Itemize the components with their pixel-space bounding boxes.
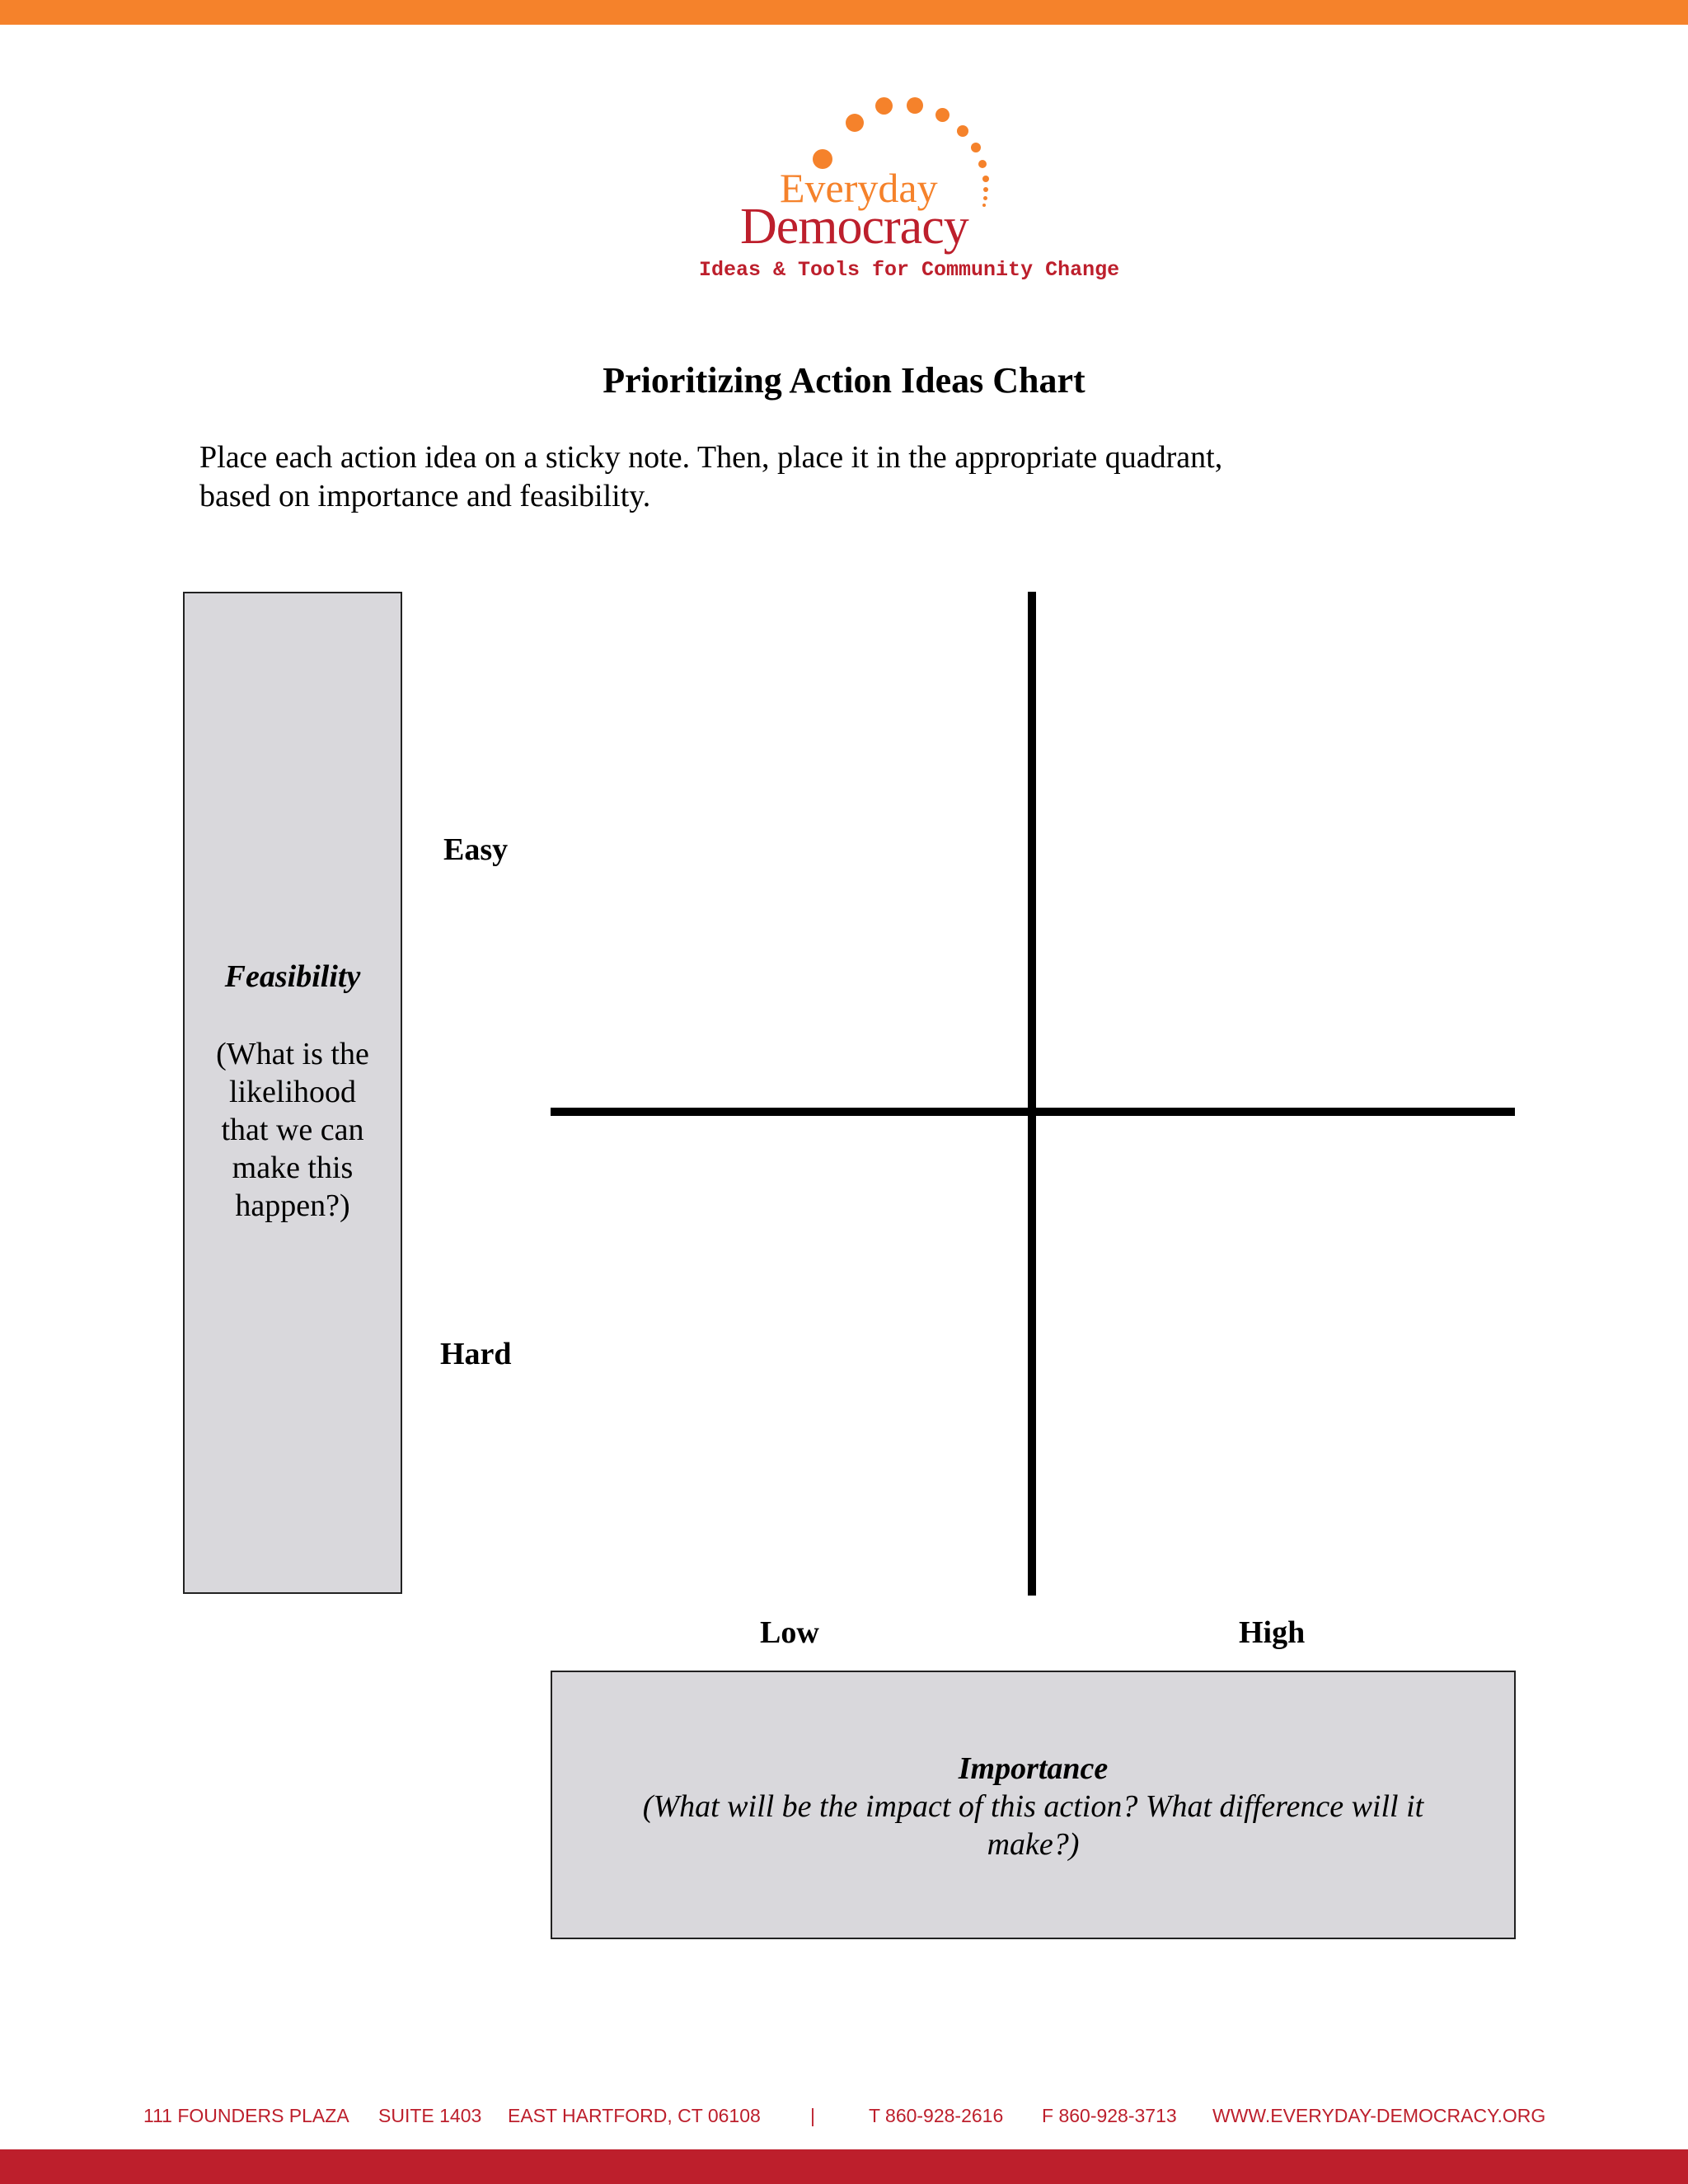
- axis-label-high: High: [1239, 1615, 1306, 1650]
- instructions-line-2: based on importance and feasibility.: [199, 479, 651, 513]
- importance-title: Importance: [958, 1751, 1109, 1786]
- quadrant-horizontal-axis: [551, 1108, 1515, 1116]
- footer-separator: |: [810, 2105, 815, 2126]
- importance-panel: [551, 1671, 1516, 1939]
- logo-word-everyday: Everyday: [780, 165, 938, 211]
- footer-website-link[interactable]: WWW.EVERYDAY-DEMOCRACY.ORG: [1212, 2105, 1546, 2126]
- feasibility-desc-line: (What is the: [216, 1037, 369, 1071]
- feasibility-panel: [183, 592, 402, 1594]
- footer-suite: SUITE 1403: [378, 2105, 482, 2126]
- page-title: Prioritizing Action Ideas Chart: [603, 360, 1085, 401]
- top-accent-bar: [0, 0, 1688, 25]
- logo-tagline: Ideas & Tools for Community Change: [699, 258, 1120, 282]
- footer-city: EAST HARTFORD, CT 06108: [508, 2105, 761, 2126]
- feasibility-title: Feasibility: [224, 959, 361, 994]
- axis-label-easy: Easy: [443, 832, 509, 867]
- logo-word-democracy: Democracy: [740, 199, 968, 255]
- axis-label-low: Low: [760, 1615, 819, 1650]
- footer-fax: F 860-928-3713: [1042, 2105, 1177, 2126]
- feasibility-desc-line: that we can: [221, 1113, 364, 1147]
- footer-phone: T 860-928-2616: [869, 2105, 1004, 2126]
- importance-description: (What will be the impact of this action? What difference will it make?): [642, 1789, 1424, 1862]
- quadrant-vertical-axis: [1028, 592, 1036, 1596]
- feasibility-desc-line: make this: [232, 1151, 354, 1185]
- feasibility-desc-line: likelihood: [228, 1075, 357, 1109]
- axis-label-hard: Hard: [440, 1337, 512, 1371]
- feasibility-desc-line: happen?): [235, 1188, 350, 1223]
- everyday-democracy-logo: [676, 87, 1120, 293]
- instructions-line-1: Place each action idea on a sticky note. Then, place it in the appropriate quadrant,: [199, 440, 1223, 475]
- bottom-accent-bar: [0, 2149, 1688, 2184]
- feasibility-description: [185, 1035, 401, 1225]
- footer-address: 111 FOUNDERS PLAZA: [143, 2105, 349, 2126]
- instructions: [199, 438, 1353, 516]
